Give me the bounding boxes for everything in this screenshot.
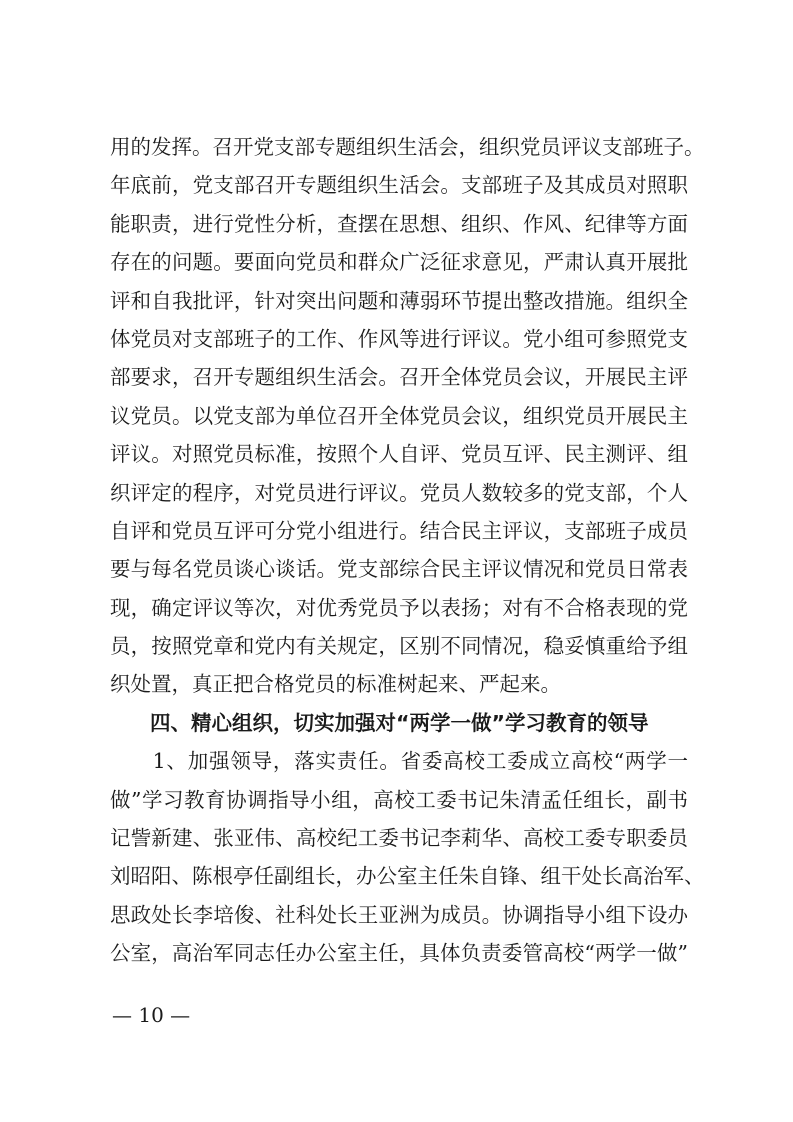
text-line: 记訾新建、张亚伟、高校纪工委书记李莉华、高校工委专职委员 [110, 826, 688, 851]
body-text [110, 128, 705, 973]
text-line: 体党员对支部班子的工作、作风等进行评议。党小组可参照党支 [110, 326, 688, 351]
text-line: 评议。对照党员标准，按照个人自评、党员互评、民主测评、组 [110, 442, 688, 467]
text-line: 部要求，召开专题组织生活会。召开全体党员会议，开展民主评 [110, 365, 688, 390]
text-line: 年底前，党支部召开专题组织生活会。支部班子及其成员对照职 [110, 173, 688, 198]
text-line: 能职责，进行党性分析，查摆在思想、组织、作风、纪律等方面 [110, 211, 688, 236]
page-number: — 10 — [112, 1003, 191, 1027]
text-line: 公室，高治军同志任办公室主任，具体负责委管高校“两学一做” [110, 941, 688, 966]
text-line: 议党员。以党支部为单位召开全体党员会议，组织党员开展民主 [110, 403, 688, 428]
text-line: 1、加强领导，落实责任。省委高校工委成立高校“两学一 [110, 749, 688, 774]
text-line: 织评定的程序，对党员进行评议。党员人数较多的党支部，个人 [110, 480, 688, 505]
text-line: 要与每名党员谈心谈话。党支部综合民主评议情况和党员日常表 [110, 557, 688, 582]
text-line: 刘昭阳、陈根亭任副组长，办公室主任朱自锋、组干处长高治军、 [110, 864, 705, 889]
text-line: 思政处长李培俊、社科处长王亚洲为成员。协调指导小组下设办 [110, 902, 688, 927]
text-line: 做”学习教育协调指导小组，高校工委书记朱清孟任组长，副书 [110, 787, 688, 812]
section-heading: 四、精心组织，切实加强对“两学一做”学习教育的领导 [150, 710, 649, 735]
text-line: 用的发挥。召开党支部专题组织生活会，组织党员评议支部班子。 [110, 135, 705, 159]
text-line: 存在的问题。要面向党员和群众广泛征求意见，严肃认真开展批 [110, 250, 688, 275]
text-line: 现，确定评议等次，对优秀党员予以表扬；对有不合格表现的党 [110, 595, 688, 620]
text-line: 评和自我批评，针对突出问题和薄弱环节提出整改措施。组织全 [110, 288, 688, 313]
text-line: 织处置，真正把合格党员的标准树起来、严起来。 [110, 672, 561, 697]
text-line: 员，按照党章和党内有关规定，区别不同情况，稳妥慎重给予组 [110, 634, 688, 659]
text-line: 自评和党员互评可分党小组进行。结合民主评议，支部班子成员 [110, 518, 688, 543]
